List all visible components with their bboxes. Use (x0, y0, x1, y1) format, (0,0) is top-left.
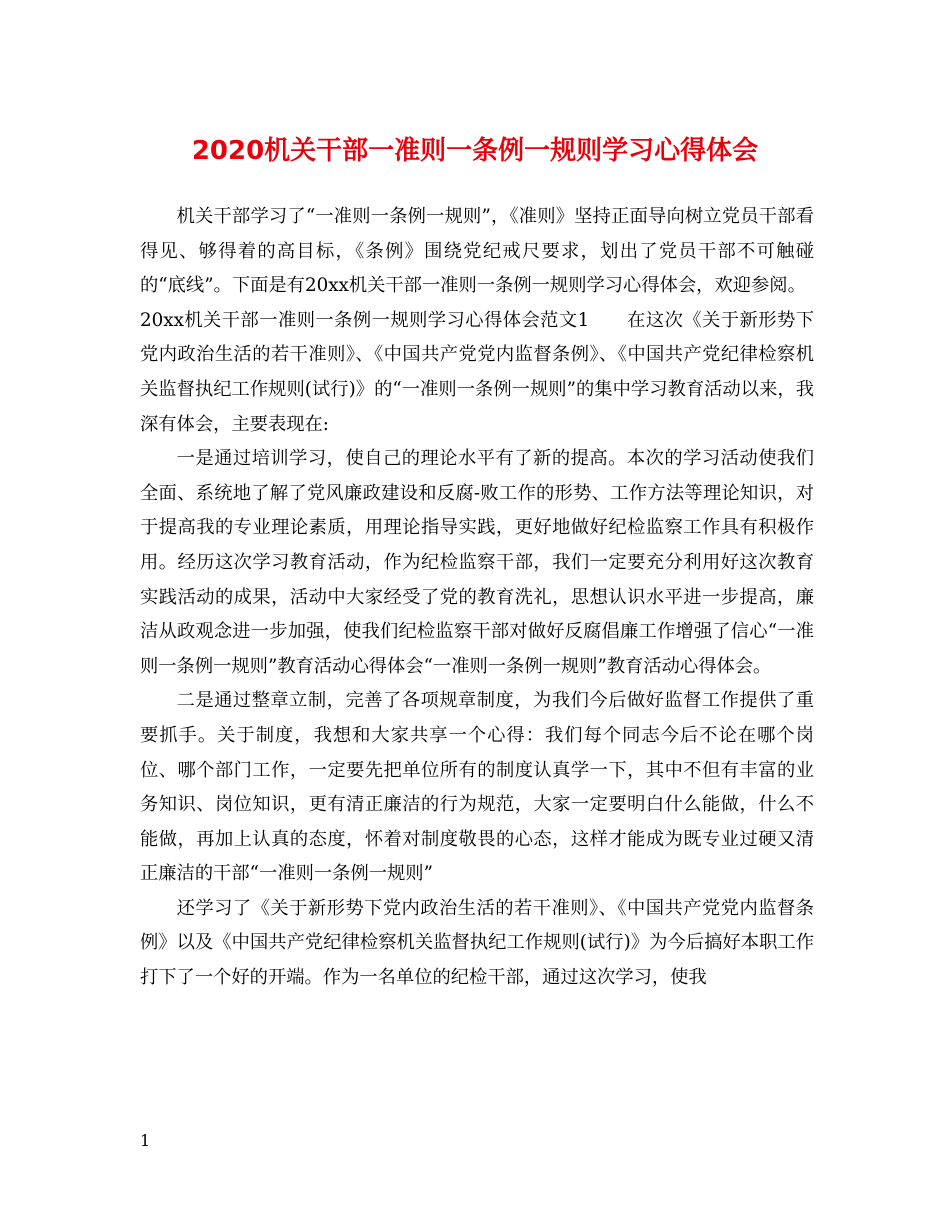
document-body (140, 200, 814, 996)
essay-heading-paragraph: 20xx机关干部一准则一条例一规则学习心得体会范文1 在这次《关于新形势下党内政治生活的若干准则》、《中国共产党党内监督条例》、《中国共产党纪律检察机关监督执纪工作规则(试行)》的“一准则一条例一规则”的集中学习教育活动以来，我深有体会，主要表现在: (140, 309, 814, 435)
document-title: 2020机关干部一准则一条例一规则学习心得体会 (191, 136, 759, 166)
point-two-paragraph: 二是通过整章立制，完善了各项规章制度，为我们今后做好监督工作提供了重要抓手。关于制度，我想和大家共享一个心得：我们每个同志今后不论在哪个岗位、哪个部门工作，一定要先把单位所有的制度认真学一下，其中不但有丰富的业务知识、岗位知识，更有清正廉洁的行为规范，大家一定要明白什么能做，什么不能做，再加上认真的态度，怀着对制度敬畏的心态，这样才能成为既专业过硬又清正廉洁的干部“一准则一条例一规则” (140, 690, 814, 885)
intro-paragraph: 机关干部学习了“一准则一条例一规则”，《准则》坚持正面导向树立党员干部看得见、够得着的高目标，《条例》围绕党纪戒尺要求，划出了党员干部不可触碰的“底线”。下面是有20xx机关干部一准则一条例一规则学习心得体会，欢迎参阅。 (140, 206, 814, 297)
point-one-paragraph: 一是通过培训学习，使自己的理论水平有了新的提高。本次的学习活动使我们全面、系统地了解了党风廉政建设和反腐-败工作的形势、工作方法等理论知识，对于提高我的专业理论素质，用理论指导实践，更好地做好纪检监察工作具有积极作用。经历这次学习教育活动，作为纪检监察干部，我们一定要充分利用好这次教育实践活动的成果，活动中大家经受了党的教育洗礼，思想认识水平进一步提高，廉洁从政观念进一步加强，使我们纪检监察干部对做好反腐倡廉工作增强了信心“一准则一条例一规则”教育活动心得体会“一准则一条例一规则”教育活动心得体会。 (140, 448, 814, 677)
page-number: 1 (140, 1131, 151, 1150)
continuation-paragraph: 还学习了《关于新形势下党内政治生活的若干准则》、《中国共产党党内监督条例》以及《中国共产党纪律检察机关监督执纪工作规则(试行)》为今后搞好本职工作打下了一个好的开端。作为一名单位的纪检干部，通过这次学习，使我 (140, 897, 814, 989)
